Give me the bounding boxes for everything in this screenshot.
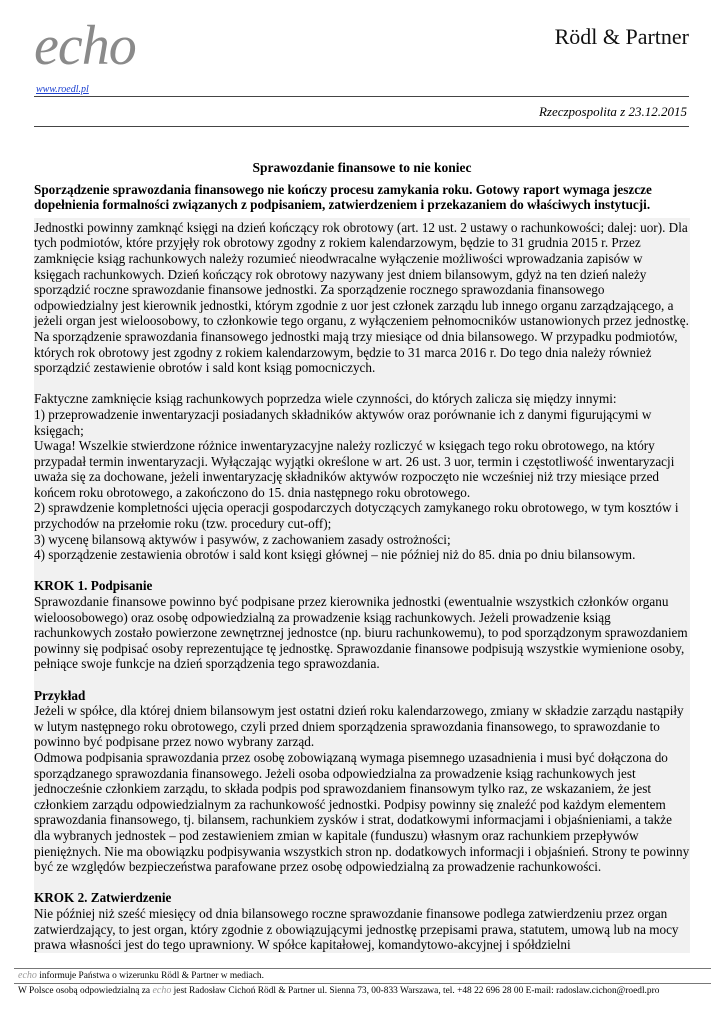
article-title: Sprawozdanie finansowe to nie koniec — [252, 160, 472, 175]
paragraph: Jeżeli w spółce, dla której dniem bilansowym jest ostatni dzień roku kalendarzowego, zmiany w składzie zarządu nastąpiły w lutym następnego roku obrotowego, czyli przed dniem sporządzenia sprawozdania finansowego, to sprawozdanie to powinno być podpisane przez nowo wybrany zarząd. — [34, 703, 684, 750]
header-rule — [34, 96, 689, 97]
section-heading: KROK 2. Zatwierdzenie — [34, 890, 172, 906]
article-lead: Sporządzenie sprawozdania finansowego nie kończy procesu zamykania roku. Gotowy raport wymaga jeszcze dopełnienia formalności związanych z podpisaniem, zatwierdzeniem i przekazaniem do właściwych instytucji. — [34, 181, 652, 213]
article — [34, 160, 690, 953]
footer-contact: jest Radosław Cichoń Rödl & Partner ul. Sienna 73, 00-833 Warszawa, tel. +48 22 696 28 00 E-mail: radoslaw.cichon@roedl.pro — [171, 986, 660, 996]
paragraph: Jednostki powinny zamknąć księgi na dzień kończący rok obrotowy (art. 12 ust. 2 ustawy o rachunkowości; dalej: uor). Dla tych podmiotów, które przyjęły rok obrotowy zgodny z rokiem kalendarzowym, będzie to 31 grudnia 2015 r. Przez zamknięcie ksiąg rachunkowych należy rozumieć nieodwracalne wyłączenie możliwości wprowadzania zapisów w księgach rachunkowych. Dzień kończący rok obrotowy nazywany jest dniem bilansowym, gdyż na ten dzień należy sporządzić roczne sprawozdanie finansowe jednostki. Za sporządzenie rocznego sprawozdania finansowego odpowiedzialny jest kierownik jednostki, którym zgodnie z uor jest członek zarządu lub innego organu zarządzającego, a jeżeli organ jest wieloosobowy, to członkowie tego organu, z wyłączeniem pełnomocników ustanowionych przez jednostkę. Na sporządzenie sprawozdania finansowego jednostki mają trzy miesiące od dnia bilansowego. W przypadku podmiotów, których rok obrotowy jest zgodny z rokiem kalendarzowym, będzie to 31 marca 2016 r. Do tego dnia należy również sporządzić zestawienie obrotów i sald kont ksiąg pomocniczych. — [34, 219, 689, 376]
list-item: 3) wycenę bilansową aktywów i pasywów, z zachowaniem zasady ostrożności; — [34, 531, 451, 547]
paragraph: Sprawozdanie finansowe powinno być podpisane przez kierownika jednostki (ewentualnie wszystkich członków organu wieloosobowego) oraz osobę odpowiedzialną za prowadzenie ksiąg rachunkowych. Jeżeli prowadzenie ksiąg rachunkowych zostało powierzone zewnętrznej jednostce (np. biuru rachunkowemu), to pod sporządzonym sprawozdaniem powinny się podpisać osoby reprezentujące tę jednostkę. Sprawozdanie finansowe podpisują wszystkie wymienione osoby, pełniące swoje funkcje na dzień sporządzenia tego sprawozdania. — [34, 594, 688, 672]
section-heading: KROK 1. Podpisanie — [34, 578, 153, 594]
paragraph: Nie później niż sześć miesięcy od dnia bilansowego roczne sprawozdanie finansowe podlega zatwierdzeniu przez organ zatwierdzający, to jest organ, który zgodnie z obowiązującymi jednostkę przepisami prawa, statutem, umową lub na mocy prawa własności jest do tego uprawniony. W spółce kapitałowej, komandytowo-akcyjnej i spółdzielni — [34, 905, 679, 953]
paragraph: Odmowa podpisania sprawozdania przez osobę zobowiązaną wymaga pisemnego uzasadnienia i musi być dołączona do sporządzanego sprawozdania finansowego. Jeżeli osoba odpowiedzialna za prowadzenie ksiąg rachunkowych jest jednocześnie członkiem zarządu, to składa podpis pod sprawozdaniem finansowym tylko raz, ze wskazaniem, że jest członkiem zarządu odpowiedzialnym za rachunkowość jednostki. Podpisy powinny się znaleźć pod każdym elementem sprawozdania finansowego, tj. bilansem, rachunkiem zysków i strat, dodatkowymi informacjami i objaśnieniami, a także dla wybranych jednostek – pod zestawieniem zmian w kapitale (funduszu) własnym oraz rachunkiem przepływów pieniężnych. Nie ma obowiązku podpisywania wszystkich stron np. dodatkowych informacji i objaśnień. Strony te powinny być ze względów bezpieczeństwa parafowane przez osobę odpowiedzialną za prowadzenie rachunkowości. — [34, 749, 690, 875]
list-item: 2) sprawdzenie kompletności ujęcia operacji gospodarczych dotyczących zamykanego roku obrotowego, w tym kosztów i przychodów na przełomie roku (tzw. procedury cut-off); — [34, 500, 679, 532]
website-link[interactable]: www.roedl.pl — [36, 84, 89, 95]
list-item: 1) przeprowadzenie inwentaryzacji posiadanych składników aktywów oraz porównanie ich z danymi figurującymi w księgach; — [34, 406, 652, 438]
source-date: Rzeczpospolita z 23.12.2015 — [538, 104, 687, 119]
source-rule — [34, 126, 689, 127]
footer-line — [0, 969, 725, 983]
paragraph: Faktyczne zamknięcie ksiąg rachunkowych poprzedza wiele czynności, do których zalicza się między innymi: — [34, 391, 617, 407]
note: Uwaga! Wszelkie stwierdzone różnice inwentaryzacyjne należy rozliczyć w księgach tego roku obrotowego, na który przypadał termin inwentaryzacji. Wyłączając wyjątki określone w art. 26 ust. 3 uor, termin i częstotliwość inwentaryzacji uważa się za dochowane, jeżeli inwentaryzację składników aktywów rozpoczęto nie wcześniej niż trzy miesiące przed końcem roku obrotowego, a zakończono do 15. dnia następnego roku obrotowego. — [34, 438, 675, 500]
footer-echo-logo: echo — [18, 970, 37, 981]
echo-logo: echo — [34, 15, 136, 77]
article-body — [34, 218, 690, 953]
footer-text: informuje Państwa o wizerunku Rödl & Partner w mediach. — [36, 971, 264, 981]
footer — [0, 968, 725, 998]
brand-name: Rödl & Partner — [554, 24, 689, 49]
section-heading: Przykład — [34, 687, 86, 703]
footer-line — [0, 984, 725, 998]
footer-text: W Polsce osobą odpowiedzialną za — [18, 986, 153, 996]
list-item: 4) sporządzenie zestawienia obrotów i sald kont księgi głównej – nie później niż do 85. dnia po dniu bilansowym. — [34, 547, 636, 563]
footer-echo-logo: echo — [152, 985, 172, 996]
